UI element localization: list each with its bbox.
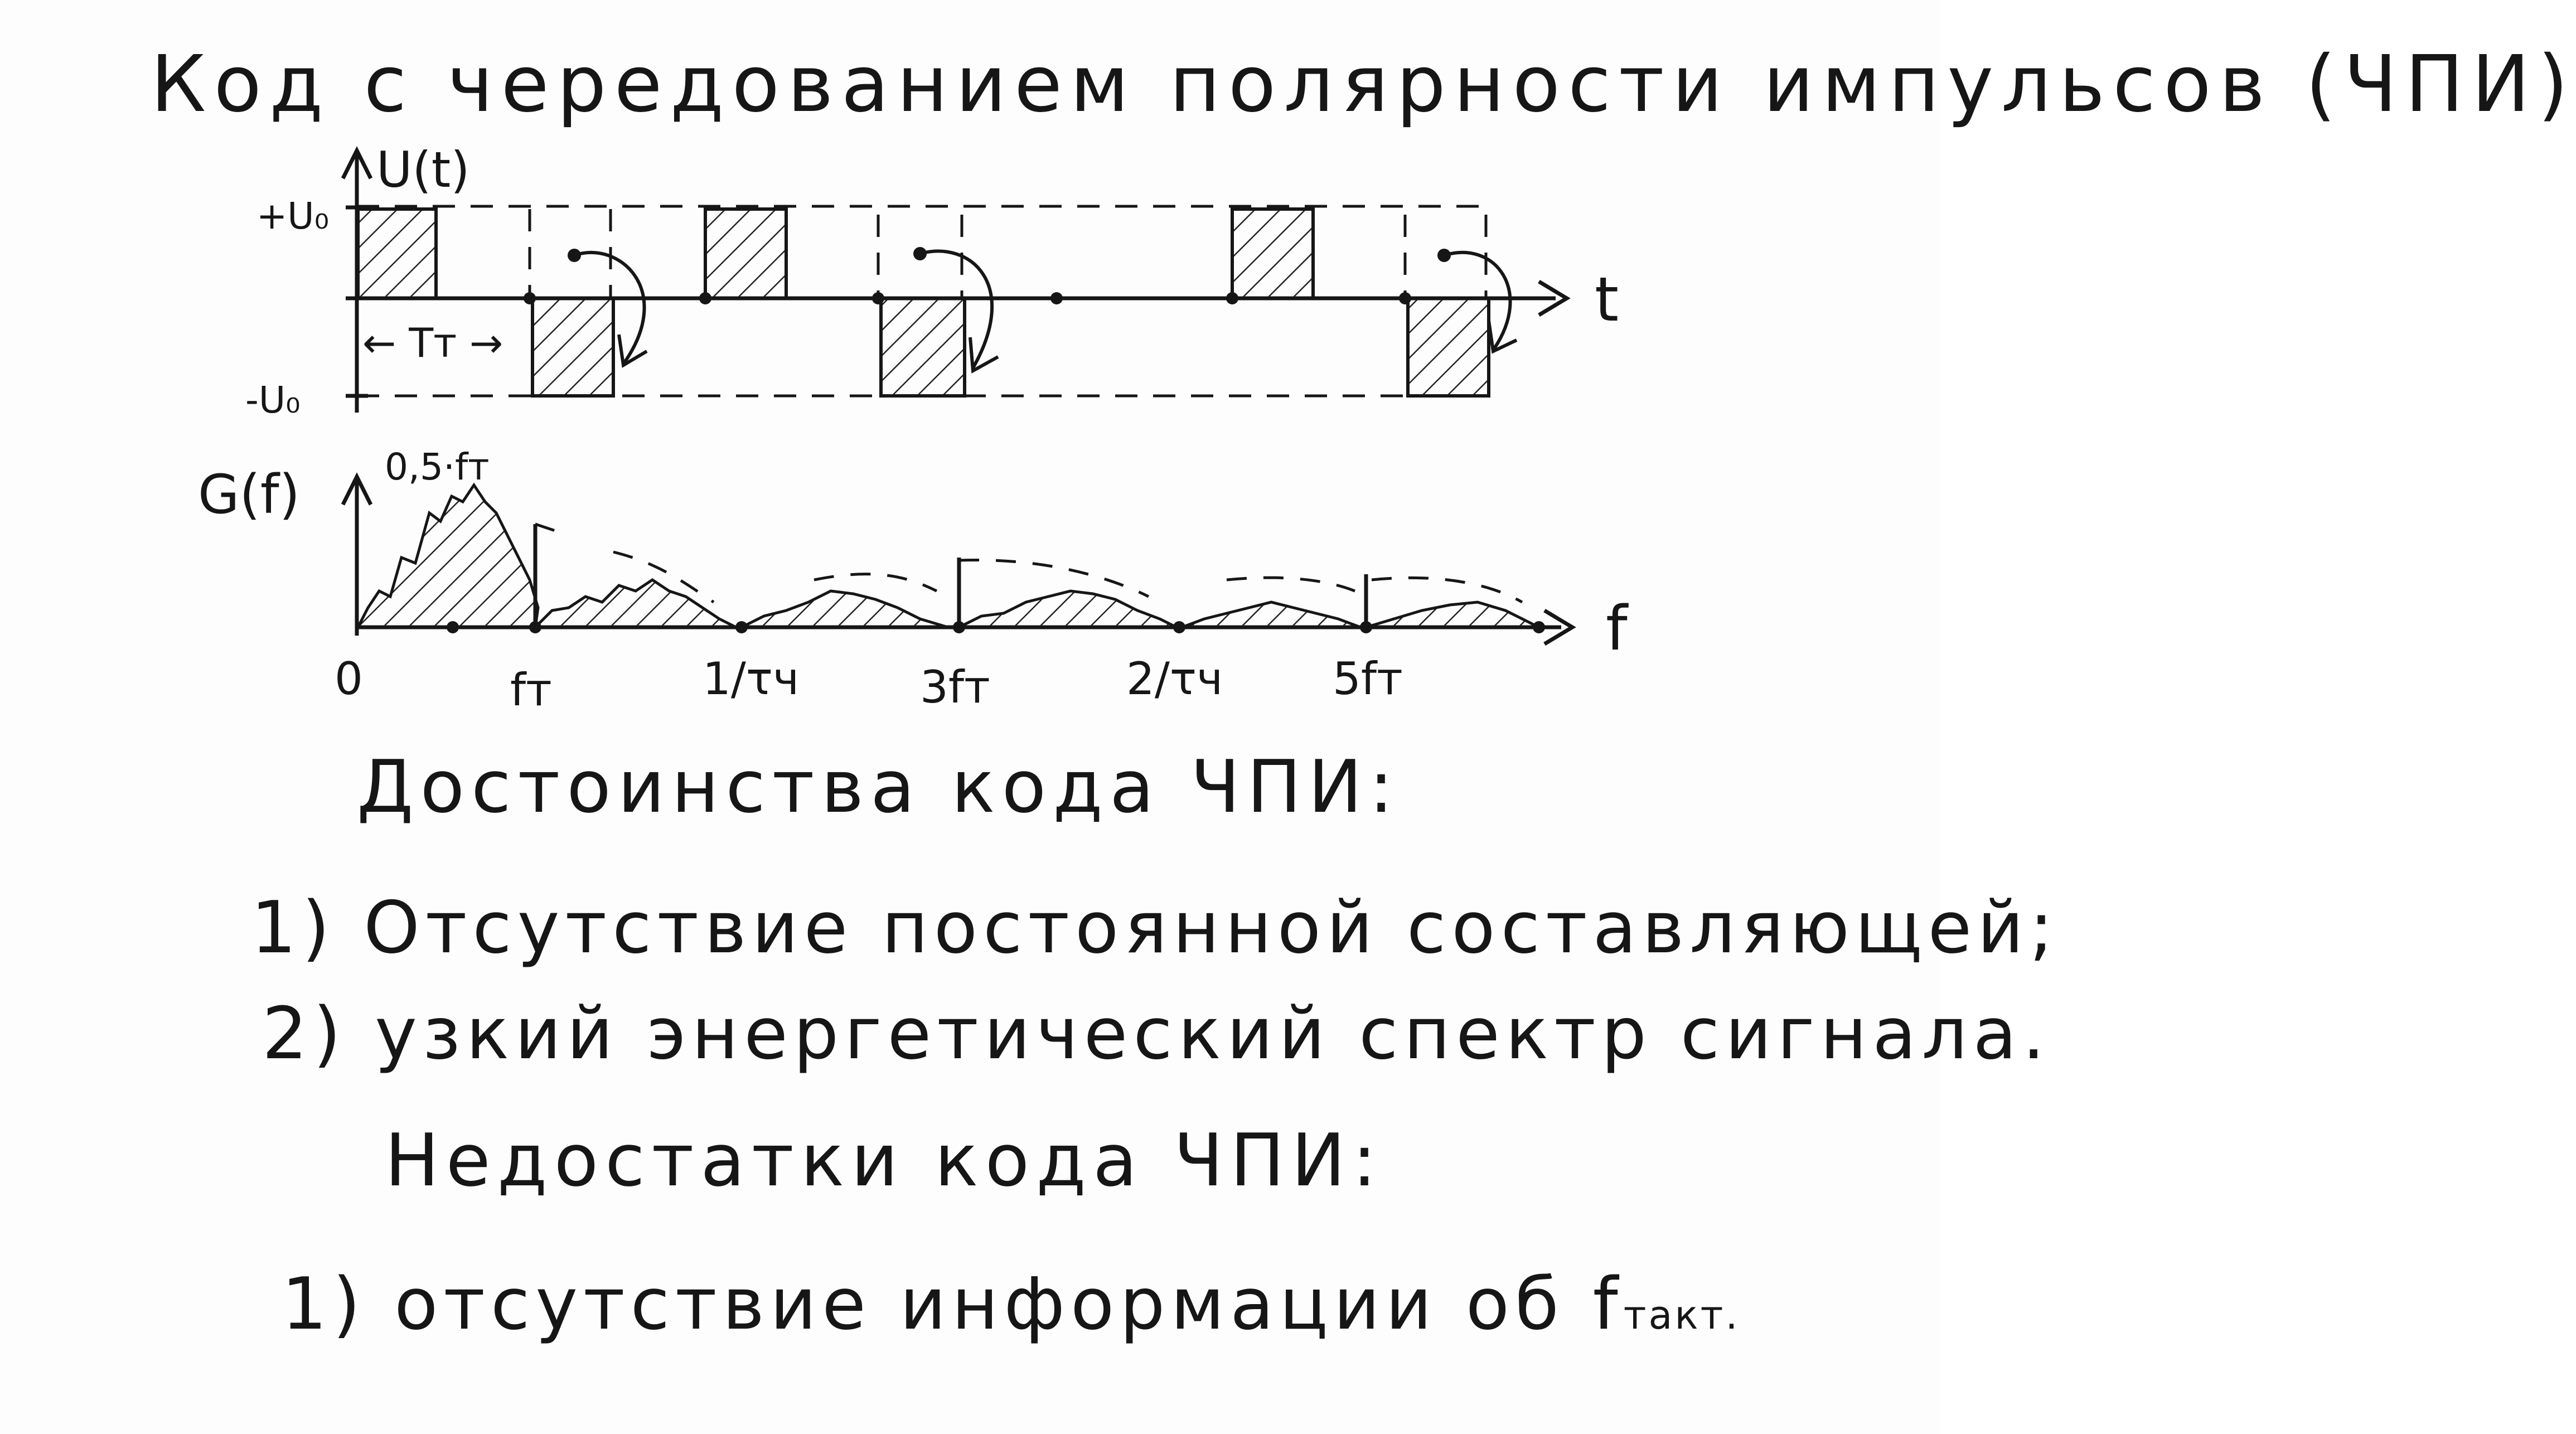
spectrum-tick-label-3ft: 3fт: [920, 661, 990, 713]
pulse-2-negative: [532, 298, 613, 396]
spectrum-y-label: G(f): [198, 463, 301, 526]
spectrum-dot-6: [1360, 621, 1372, 633]
spectrum-tick-label-1-tau: 1/τч: [703, 653, 800, 705]
spectrum-tick-label-ft: fт: [510, 664, 552, 716]
spectrum-dot-7: [1533, 621, 1545, 633]
disadvantages-heading: Недостатки кода ЧПИ:: [385, 1118, 1383, 1203]
zero-dot-2: [699, 292, 711, 304]
spectrum-dot-1: [447, 621, 459, 633]
zero-dot-6: [1399, 292, 1411, 304]
pulse-6-negative: [1408, 298, 1489, 396]
advantage-item-1: 1) Отсутствие постоянной составляющей;: [251, 886, 2059, 970]
advantage-item-2: 2) узкий энергетический спектр сигнала.: [262, 992, 2051, 1076]
period-label: ← Tт →: [362, 319, 503, 366]
disadvantage-item-1-subscript: такт.: [1623, 1292, 1740, 1338]
spectrum-plot: [198, 445, 1629, 716]
zero-dot-3: [872, 292, 884, 304]
zero-dot-4: [1050, 292, 1063, 304]
page-title: Код с чередованием полярности импульсов (ЧПИ): [151, 39, 2576, 130]
spectrum-dot-4: [953, 621, 965, 633]
spectrum-lobe-6: [1366, 602, 1539, 627]
spectrum-tick-label-5ft: 5fт: [1333, 653, 1403, 705]
spectrum-x-label: f: [1606, 593, 1628, 664]
pulse-5-positive: [1232, 209, 1313, 298]
level-neg-label: -U₀: [245, 379, 301, 422]
spectrum-tick-label-0: 0: [335, 653, 363, 705]
zero-dot-5: [1226, 292, 1238, 304]
disadvantage-item-1: [282, 1263, 1740, 1346]
spectrum-lobe-3: [742, 591, 948, 627]
spectrum-envelope: [535, 524, 1522, 602]
advantages-heading: Достоинства кода ЧПИ:: [357, 744, 1400, 829]
spectrum-dot-5: [1173, 621, 1185, 633]
spectrum-lobe-4: [959, 591, 1176, 627]
disadvantage-item-1-text: 1) отсутствие информации об f: [282, 1263, 1624, 1346]
signal-y-label: U(t): [376, 141, 470, 198]
spectrum-dot-2: [529, 621, 541, 633]
spectrum-tick-label-2-tau: 2/τч: [1126, 653, 1223, 705]
pulse-1-positive: [358, 209, 436, 298]
level-pos-label: +U₀: [256, 195, 330, 238]
spectrum-lobe-2: [535, 580, 736, 627]
signal-plot: [245, 141, 1619, 422]
spectrum-lobe-5: [1182, 602, 1360, 627]
spectrum-peak-label: 0,5·fт: [385, 445, 490, 488]
pulse-3-positive: [705, 209, 786, 298]
spectrum-main-lobe: [358, 485, 538, 627]
spectrum-dot-3: [735, 621, 748, 633]
zero-dot-1: [524, 292, 536, 304]
signal-x-label: t: [1595, 264, 1619, 335]
pulse-4-negative: [881, 298, 965, 396]
